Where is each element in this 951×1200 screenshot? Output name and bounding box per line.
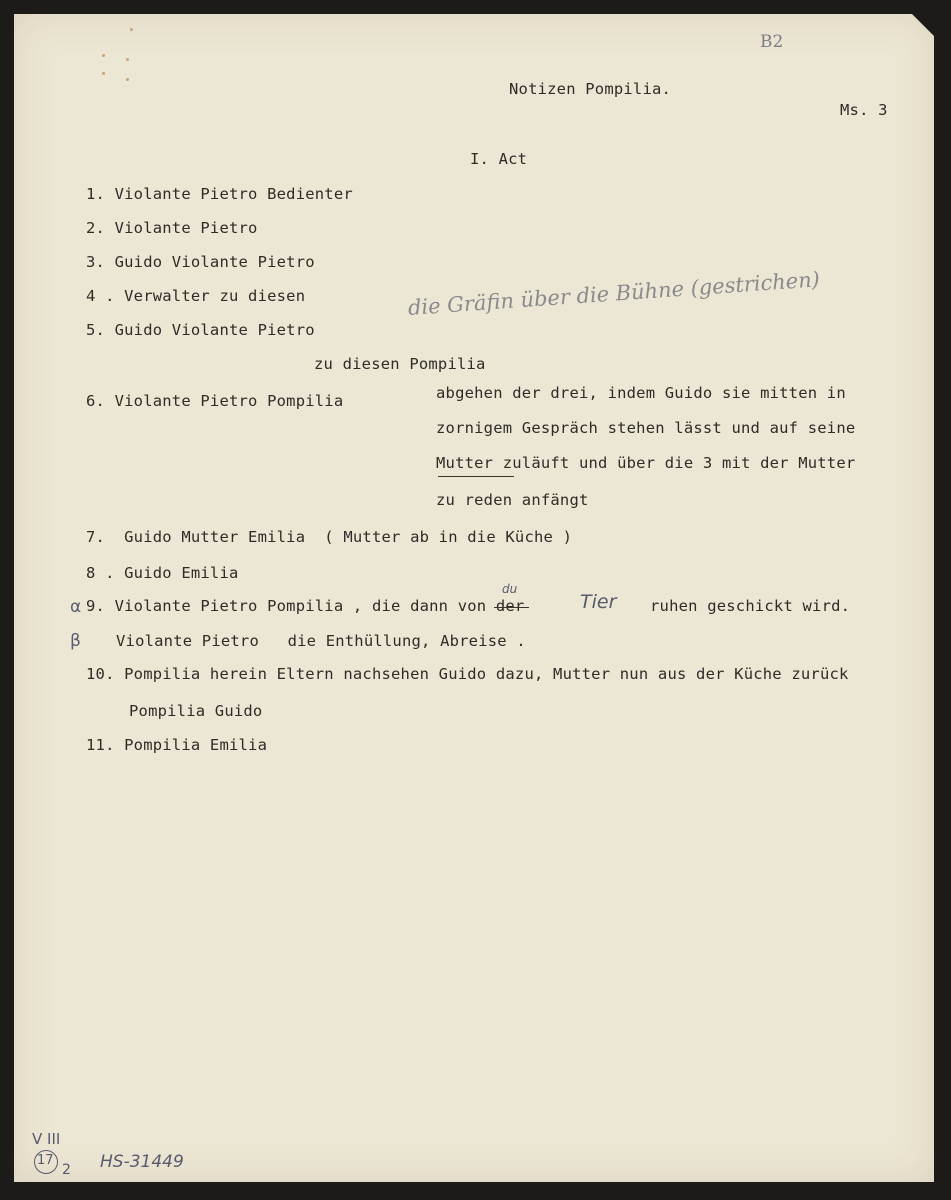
underline-mutter: [438, 476, 514, 477]
scene-2: 2. Violante Pietro: [86, 219, 258, 237]
scene-9b: Violante Pietro die Enthüllung, Abreise .: [116, 632, 526, 650]
scene-1: 1. Violante Pietro Bedienter: [86, 185, 353, 203]
scene-7: 7. Guido Mutter Emilia ( Mutter ab in die Küche ): [86, 528, 573, 546]
folded-corner: [909, 11, 937, 39]
scene-11: 11. Pompilia Emilia: [86, 736, 268, 754]
scene-4: 4 . Verwalter zu diesen: [86, 287, 306, 305]
scene-6-note-line-1: abgehen der drei, indem Guido sie mitten in: [436, 384, 846, 402]
strike-von: [494, 607, 529, 608]
paper-speck: [130, 28, 133, 31]
insert-tier: Tier: [580, 591, 617, 613]
margin-alpha: α: [70, 597, 82, 617]
handwritten-note-scene-5: die Gräfin über die Bühne (gestrichen): [407, 267, 821, 320]
sig-roman: V III: [32, 1130, 61, 1148]
scene-5: 5. Guido Violante Pietro: [86, 321, 315, 339]
archive-mark: B2: [760, 32, 784, 52]
shelfmark: HS-31449: [100, 1152, 184, 1172]
ms-number: Ms. 3: [840, 101, 888, 119]
insert-du: du: [502, 582, 518, 596]
sig-circle: 17: [34, 1150, 58, 1174]
scene-6-note-line-4: zu reden anfängt: [436, 491, 589, 509]
paper-speck: [126, 58, 129, 61]
scene-3: 3. Guido Violante Pietro: [86, 253, 315, 271]
scene-6-note-line-2: zornigem Gespräch stehen lässt und auf seine: [436, 419, 856, 437]
margin-beta: β: [70, 631, 81, 651]
scene-9-end: ruhen geschickt wird.: [650, 597, 851, 615]
scene-6: 6. Violante Pietro Pompilia: [86, 392, 344, 410]
paper-speck: [102, 54, 105, 57]
paper-speck: [102, 72, 105, 75]
scene-10-addition: Pompilia Guido: [129, 702, 263, 720]
scene-6-note-line-3: Mutter zuläuft und über die 3 mit der Mutter: [436, 454, 856, 472]
scene-8: 8 . Guido Emilia: [86, 564, 239, 582]
page-title: Notizen Pompilia.: [509, 80, 672, 98]
sig-sub: 2: [62, 1162, 71, 1178]
scene-9: 9. Violante Pietro Pompilia , die dann von der: [86, 597, 525, 615]
scene-5-addition: zu diesen Pompilia: [314, 355, 486, 373]
act-heading: I. Act: [470, 150, 528, 168]
manuscript-page: [14, 14, 934, 1182]
scene-10: 10. Pompilia herein Eltern nachsehen Guido dazu, Mutter nun aus der Küche zurück: [86, 665, 849, 683]
paper-speck: [126, 78, 129, 81]
